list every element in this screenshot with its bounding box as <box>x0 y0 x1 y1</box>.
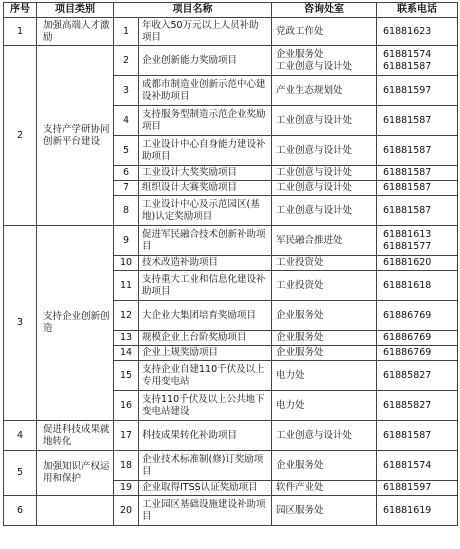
row-index: 14 <box>114 346 139 361</box>
dept-name: 工业投资处 <box>272 271 377 301</box>
item-name: 科技成果转化补助项目 <box>139 421 272 451</box>
item-name: 企业技术标准制(修)订奖励项目 <box>139 451 272 481</box>
phone-number: 61881587 <box>377 181 458 196</box>
dept-name: 工业创意与设计处 <box>272 106 377 136</box>
phone-number: 61886769 <box>377 331 458 346</box>
group-seq: 3 <box>4 226 37 421</box>
row-index: 9 <box>114 226 139 256</box>
row-index: 1 <box>114 18 139 46</box>
item-name: 工业设计中心及示范园区(基地)认定奖励项目 <box>139 196 272 226</box>
row-index: 17 <box>114 421 139 451</box>
header-seq: 序号 <box>4 3 37 18</box>
group-category: 加强知识产权运用和保护 <box>37 451 114 496</box>
dept-name: 党政工作处 <box>272 18 377 46</box>
dept-name: 企业服务处 <box>272 451 377 481</box>
dept-name: 产业生态规划处 <box>272 76 377 106</box>
dept-name: 电力处 <box>272 361 377 391</box>
phone-number: 61881574 <box>377 451 458 481</box>
phone-number: 61881587 <box>377 136 458 166</box>
group-seq: 5 <box>4 451 37 496</box>
row-index: 5 <box>114 136 139 166</box>
dept-name: 园区服务处 <box>272 496 377 526</box>
row-index: 15 <box>114 361 139 391</box>
phone-number: 61886769 <box>377 301 458 331</box>
row-index: 6 <box>114 166 139 181</box>
table-row <box>4 226 458 256</box>
policy-table <box>3 2 458 526</box>
dept-name: 企业服务处 <box>272 301 377 331</box>
row-index: 10 <box>114 256 139 271</box>
row-index: 3 <box>114 76 139 106</box>
table-row <box>4 496 458 526</box>
phone-number: 61881587 <box>377 196 458 226</box>
row-index: 18 <box>114 451 139 481</box>
item-name: 企业上规奖励项目 <box>139 346 272 361</box>
phone-number: 61881597 <box>377 481 458 496</box>
dept-name: 企业服务处 工业创意与设计处 <box>272 46 377 76</box>
dept-name: 企业服务处 <box>272 331 377 346</box>
item-name: 年收入50万元以上人员补助项目 <box>139 18 272 46</box>
item-name: 支持110千伏及以上公共地下变电站建设 <box>139 391 272 421</box>
row-index: 19 <box>114 481 139 496</box>
dept-name: 软件产业处 <box>272 481 377 496</box>
header-row <box>4 3 458 18</box>
phone-number: 61881613 61881577 <box>377 226 458 256</box>
group-category <box>37 496 114 526</box>
item-name: 规模企业上台阶奖励项目 <box>139 331 272 346</box>
group-seq: 2 <box>4 46 37 226</box>
table-row <box>4 451 458 481</box>
phone-number: 61881618 <box>377 271 458 301</box>
item-name: 组织设计大赛奖励项目 <box>139 181 272 196</box>
table-row <box>4 18 458 46</box>
dept-name: 工业创意与设计处 <box>272 196 377 226</box>
item-name: 工业设计大奖奖励项目 <box>139 166 272 181</box>
row-index: 2 <box>114 46 139 76</box>
item-name: 支持企业自建110千伏及以上专用变电站 <box>139 361 272 391</box>
dept-name: 企业服务处 <box>272 346 377 361</box>
phone-number: 61881587 <box>377 421 458 451</box>
item-name: 支持服务型制造示范企业奖励项目 <box>139 106 272 136</box>
row-index: 12 <box>114 301 139 331</box>
row-index: 11 <box>114 271 139 301</box>
group-category: 支持企业创新创造 <box>37 226 114 421</box>
row-index: 4 <box>114 106 139 136</box>
item-name: 支持重大工业和信息化建设补助项目 <box>139 271 272 301</box>
header-category: 项目类别 <box>37 3 114 18</box>
phone-number: 61886769 <box>377 346 458 361</box>
phone-number: 61881623 <box>377 18 458 46</box>
header-item: 项目名称 <box>114 3 272 18</box>
item-name: 大企业大集团培育奖励项目 <box>139 301 272 331</box>
group-seq: 4 <box>4 421 37 451</box>
dept-name: 工业创意与设计处 <box>272 166 377 181</box>
phone-number: 61881597 <box>377 76 458 106</box>
row-index: 13 <box>114 331 139 346</box>
row-index: 7 <box>114 181 139 196</box>
phone-number: 61881619 <box>377 496 458 526</box>
dept-name: 工业创意与设计处 <box>272 181 377 196</box>
group-category: 加强高端人才激励 <box>37 18 114 46</box>
item-name: 技术改造补助项目 <box>139 256 272 271</box>
group-seq: 1 <box>4 18 37 46</box>
row-index: 16 <box>114 391 139 421</box>
dept-name: 工业投资处 <box>272 256 377 271</box>
group-category: 支持产学研协同创新平台建设 <box>37 46 114 226</box>
header-dept: 咨询处室 <box>272 3 377 18</box>
phone-number: 61881587 <box>377 166 458 181</box>
phone-number: 61885827 <box>377 361 458 391</box>
dept-name: 工业创意与设计处 <box>272 421 377 451</box>
group-category: 促进科技成果就地转化 <box>37 421 114 451</box>
phone-number: 61885827 <box>377 391 458 421</box>
phone-number: 61881587 <box>377 106 458 136</box>
phone-number: 61881574 61881587 <box>377 46 458 76</box>
group-seq: 6 <box>4 496 37 526</box>
dept-name: 工业创意与设计处 <box>272 136 377 166</box>
item-name: 企业取得ITSS认证奖励项目 <box>139 481 272 496</box>
phone-number: 61881620 <box>377 256 458 271</box>
header-phone: 联系电话 <box>377 3 458 18</box>
row-index: 8 <box>114 196 139 226</box>
table-row <box>4 46 458 76</box>
dept-name: 军民融合推进处 <box>272 226 377 256</box>
item-name: 企业创新能力奖励项目 <box>139 46 272 76</box>
item-name: 促进军民融合技术创新补助项目 <box>139 226 272 256</box>
dept-name: 电力处 <box>272 391 377 421</box>
item-name: 工业设计中心自身能力建设补助项目 <box>139 136 272 166</box>
item-name: 工业园区基础设施建设补助项目 <box>139 496 272 526</box>
item-name: 成都市制造业创新示范中心建设补助项目 <box>139 76 272 106</box>
row-index: 20 <box>114 496 139 526</box>
table-row <box>4 421 458 451</box>
